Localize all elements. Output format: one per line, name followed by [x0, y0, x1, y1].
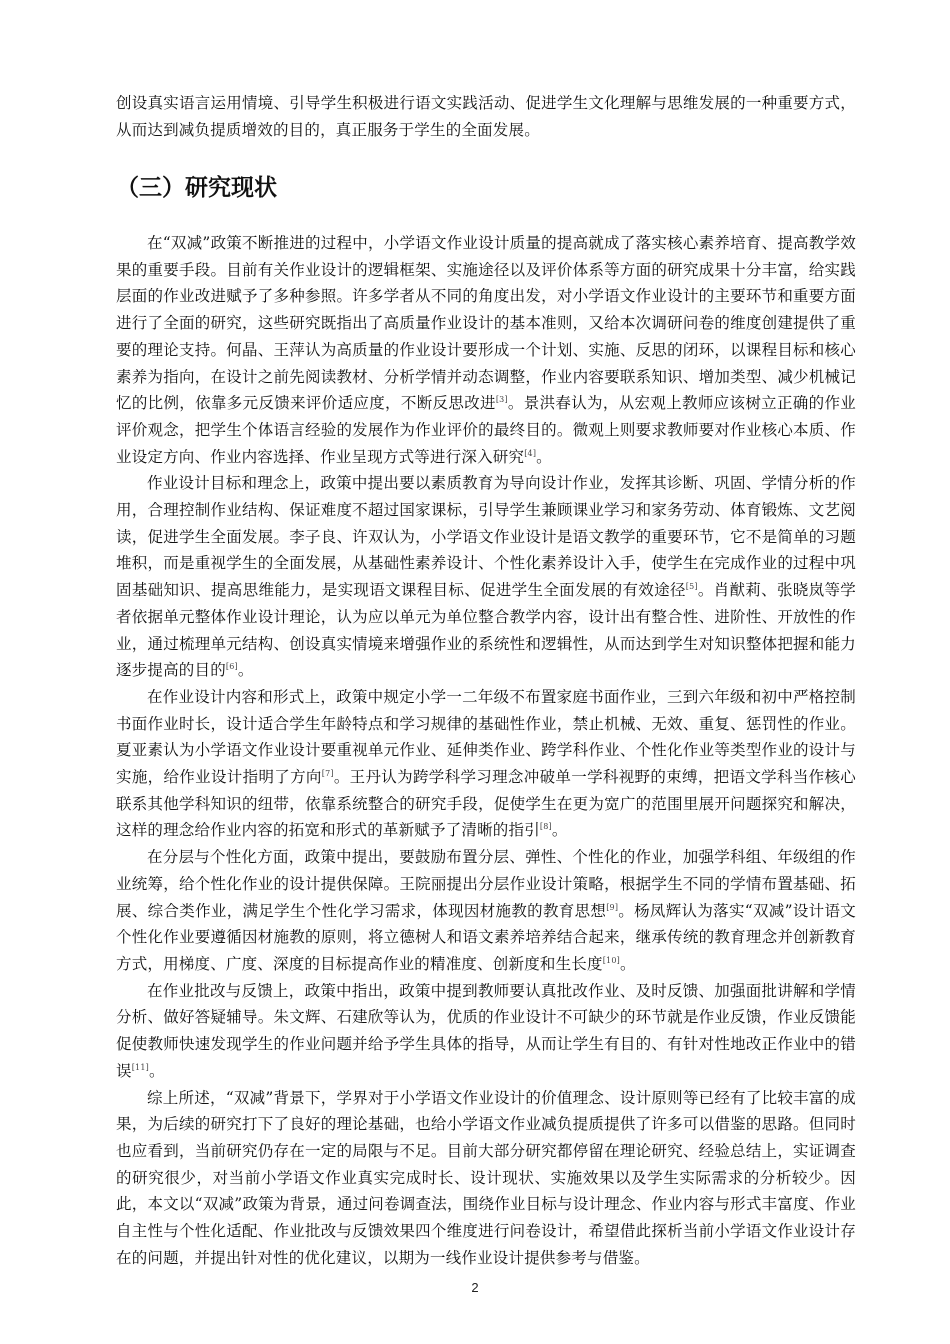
- paragraph-feedback: [116, 978, 856, 1085]
- citation-ref: [5]: [685, 581, 698, 591]
- page-number: 2: [471, 1280, 479, 1295]
- paragraph-text: 作业设计目标和理念上，政策中提出要以素质教育为导向设计作业，发挥其诊断、巩固、学情分析的作用，合理控制作业结构、保证难度不超过国家课标，引导学生兼顾课业学习和家务劳动、体育锻炼、文艺阅读，促进学生全面发展。李子良、许双认为，小学语文作业设计是语文教学的重要环节，它不是简单的习题堆积，而是重视学生的全面发展，从基础性素养设计、个性化素养设计入手，使学生在完成作业的过程中巩固基础知识、提高思维能力，是实现语文课程目标、促进学生全面发展的有效途径: [116, 474, 856, 600]
- citation-ref: [11]: [131, 1062, 149, 1072]
- paragraph-research-overview: [116, 230, 856, 470]
- paragraph-text: 在“双减”政策不断推进的过程中，小学语文作业设计质量的提高就成了落实核心素养培育、提高教学效果的重要手段。目前有关作业设计的逻辑框架、实施途径以及评价体系等方面的研究成果十分丰富，给实践层面的作业改进赋予了多种参照。许多学者从不同的角度出发，对小学语文作业设计的主要环节和重要方面进行了全面的研究，这些研究既指出了高质量作业设计的基本准则，又给本次调研问卷的维度创建提供了重要的理论支持。何晶、王萍认为高质量的作业设计要形成一个计划、实施、反思的闭环，以课程目标和核心素养为指向，在设计之前先阅读教材、分析学情并动态调整，作业内容要联系知识、增加类型、减少机械记忆的比例，依靠多元反馈来评价适应度，不断反思改进: [116, 234, 856, 413]
- paragraph-summary: [116, 1085, 856, 1272]
- lead-paragraph-block: [116, 90, 856, 143]
- citation-ref: [3]: [495, 395, 508, 405]
- paragraph-text: 在分层与个性化方面，政策中提出，要鼓励布置分层、弹性、个性化的作业，加强学科组、年级组的作业统筹，给个性化作业的设计提供保障。王院丽提出分层作业设计策略，根据学生不同的学情布置基础、拓展、综合类作业，满足学生个性化学习需求，体现因材施教的教育思想: [116, 848, 856, 920]
- paragraph-text: 。杨凤辉认为落实“双减”设计语文个性化作业要遵循因材施教的原则，将立德树人和语文素养培养结合起来，继承传统的教育理念并创新教育方式，用梯度、广度、深度的目标提高作业的精准度、创新度和生长度: [116, 901, 856, 973]
- paragraph-text: 。: [619, 954, 636, 973]
- body-paragraphs: [116, 230, 856, 1271]
- paragraph-design-goals: [116, 470, 856, 684]
- citation-ref: [4]: [524, 448, 537, 458]
- citation-ref: [9]: [606, 902, 619, 912]
- citation-ref: [6]: [225, 662, 238, 672]
- paragraph-text: 。景洪春认为，从宏观上教师应该树立正确的作业评价观念，把学生个体语言经验的发展作为作业评价的最终目的。微观上则要求教师要对作业核心本质、作业设定方向、作业内容选择、作业呈现方式等进行深入研究: [116, 394, 856, 466]
- paragraph-content-form: [116, 684, 856, 844]
- paragraph-tiered-personalized: [116, 844, 856, 978]
- paragraph-text: 在作业设计内容和形式上，政策中规定小学一二年级不布置家庭书面作业，三到六年级和初中严格控制书面作业时长，设计适合学生年龄特点和学习规律的基础性作业，禁止机械、无效、重复、惩罚性的作业。夏亚素认为小学语文作业设计要重视单元作业、延伸类作业、跨学科作业、个性化作业等类型作业的设计与实施，给作业设计指明了方向: [116, 687, 856, 787]
- paragraph-text: 。: [551, 821, 568, 840]
- citation-ref: [7]: [321, 768, 334, 778]
- citation-ref: [8]: [539, 822, 552, 832]
- paragraph-text: 。: [237, 661, 254, 680]
- paragraph-text: 。: [148, 1061, 165, 1080]
- citation-ref: [10]: [602, 955, 620, 965]
- lead-paragraph: 创设真实语言运用情境、引导学生积极进行语文实践活动、促进学生文化理解与思维发展的一种重要方式，从而达到减负提质增效的目的，真正服务于学生的全面发展。: [116, 94, 856, 139]
- paragraph-text: 。肖猷莉、张晓岚等学者依据单元整体作业设计理论，认为应以单元为单位整合教学内容，设计出有整合性、进阶性、开放性的作业，通过梳理单元结构、创设真实情境来增强作业的系统性和逻辑性，从而达到学生对知识整体把握和能力逐步提高的目的: [116, 581, 856, 680]
- paragraph-text: 。: [536, 447, 552, 466]
- section-heading: （三）研究现状: [116, 175, 277, 201]
- paragraph-text: 。王丹认为跨学科学习理念冲破单一学科视野的束缚，把语文学科当作核心联系其他学科知识的纽带，依靠系统整合的研究手段，促使学生在更为宽广的范围里展开问题探究和解决，这样的理念给作业内容的拓宽和形式的革新赋予了清晰的指引: [116, 768, 856, 840]
- paragraph-text: 在作业批改与反馈上，政策中指出，政策中提到教师要认真批改作业、及时反馈、加强面批讲解和学情分析、做好答疑辅导。朱文辉、石建欣等认为，优质的作业设计不可缺少的环节就是作业反馈，作业反馈能促使教师快速发现学生的作业问题并给予学生具体的指导，从而让学生有目的、有针对性地改正作业中的错误: [116, 981, 856, 1080]
- paragraph-text: 综上所述，“双减”背景下，学界对于小学语文作业设计的价值理念、设计原则等已经有了比较丰富的成果，为后续的研究打下了良好的理论基础，也给小学语文作业减负提质提供了许多可以借鉴的思路。但同时也应看到，当前研究仍存在一定的局限与不足。目前大部分研究都停留在理论研究、经验总结上，实证调查的研究很少，对当前小学语文作业真实完成时长、设计现状、实施效果以及学生实际需求的分析较少。因此，本文以“双减”政策为背景，通过问卷调查法，围绕作业目标与设计理念、作业内容与形式丰富度、作业自主性与个性化适配、作业批改与反馈效果四个维度进行问卷设计，希望借此探析当前小学语文作业设计存在的问题，并提出针对性的优化建议，以期为一线作业设计提供参考与借鉴。: [116, 1088, 856, 1267]
